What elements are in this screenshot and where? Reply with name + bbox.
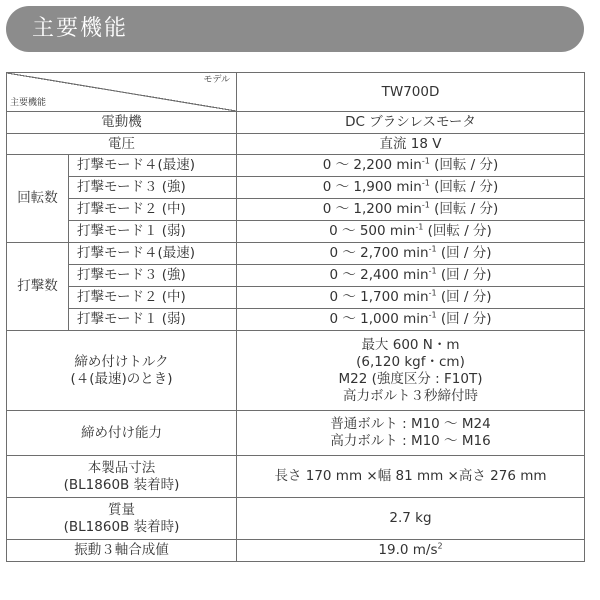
feature-heading: 主要機能 [10, 98, 47, 108]
table-row [7, 411, 585, 456]
table-row [7, 243, 585, 265]
impact-value-2: 0 ～ 1,700 $\min^{-1}$ (回 / 分) [237, 287, 585, 309]
rotation-label: 回転数 [7, 155, 69, 243]
torque-value: 最大 600 N・m (6,120 kgf・cm) M22 (強度区分 : F10T) 高力ボルト３秒締付時 [237, 331, 585, 411]
model-name: TW700D [237, 73, 585, 112]
table-row [7, 540, 585, 562]
impact-value-4: 0 ～ 2,700 $\min^{-1}$ (回 / 分) [237, 243, 585, 265]
motor-label: 電動機 [7, 112, 237, 134]
impact-mode-1: 打撃モード１ (弱) [69, 309, 237, 331]
table-row [7, 287, 585, 309]
capacity-label: 締め付け能力 [7, 411, 237, 456]
rotation-mode-2: 打撃モード２ (中) [69, 199, 237, 221]
voltage-label: 電圧 [7, 134, 237, 155]
vibration-value: 19.0 $m/s^2$ [237, 540, 585, 562]
section-header [6, 6, 584, 52]
mass-label: 質量 (BL1860B 装着時) [7, 498, 237, 540]
rotation-value-3: 0 ～ 1,900 $\min^{-1}$ (回転 / 分) [237, 177, 585, 199]
vibration-label: 振動３軸合成値 [7, 540, 237, 562]
table-row [7, 112, 585, 134]
table-row [7, 456, 585, 498]
motor-value: DC ブラシレスモータ [237, 112, 585, 134]
rotation-mode-4: 打撃モード４(最速) [69, 155, 237, 177]
impact-mode-3: 打撃モード３ (強) [69, 265, 237, 287]
impact-mode-2: 打撃モード２ (中) [69, 287, 237, 309]
rotation-mode-1: 打撃モード１ (弱) [69, 221, 237, 243]
corner-cell [7, 73, 237, 112]
dimensions-label: 本製品寸法 (BL1860B 装着時) [7, 456, 237, 498]
table-row [7, 199, 585, 221]
impact-mode-4: 打撃モード４(最速) [69, 243, 237, 265]
table-row [7, 331, 585, 411]
table-row [7, 309, 585, 331]
torque-label: 締め付けトルク (４(最速)のとき) [7, 331, 237, 411]
rotation-value-1: 0 ～ 500 $\min^{-1}$ (回転 / 分) [237, 221, 585, 243]
impact-value-1: 0 ～ 1,000 $\min^{-1}$ (回 / 分) [237, 309, 585, 331]
mass-value: 2.7 kg [237, 498, 585, 540]
dimensions-value: 長さ 170 mm ×幅 81 mm ×高さ 276 mm [237, 456, 585, 498]
table-row [7, 265, 585, 287]
table-header-row [7, 73, 585, 112]
table-row [7, 221, 585, 243]
capacity-value: 普通ボルト : M10 ～ M24 高力ボルト : M10 ～ M16 [237, 411, 585, 456]
section-title: 主要機能 [32, 16, 129, 41]
model-heading: モデル [203, 75, 230, 85]
impact-value-3: 0 ～ 2,400 $\min^{-1}$ (回 / 分) [237, 265, 585, 287]
table-row [7, 134, 585, 155]
spec-table [6, 72, 585, 562]
table-row [7, 155, 585, 177]
impact-label: 打撃数 [7, 243, 69, 331]
voltage-value: 直流 18 V [237, 134, 585, 155]
rotation-value-2: 0 ～ 1,200 $\min^{-1}$ (回転 / 分) [237, 199, 585, 221]
rotation-value-4: 0 ～ 2,200 $\min^{-1}$ (回転 / 分) [237, 155, 585, 177]
table-row [7, 498, 585, 540]
rotation-mode-3: 打撃モード３ (強) [69, 177, 237, 199]
table-row [7, 177, 585, 199]
